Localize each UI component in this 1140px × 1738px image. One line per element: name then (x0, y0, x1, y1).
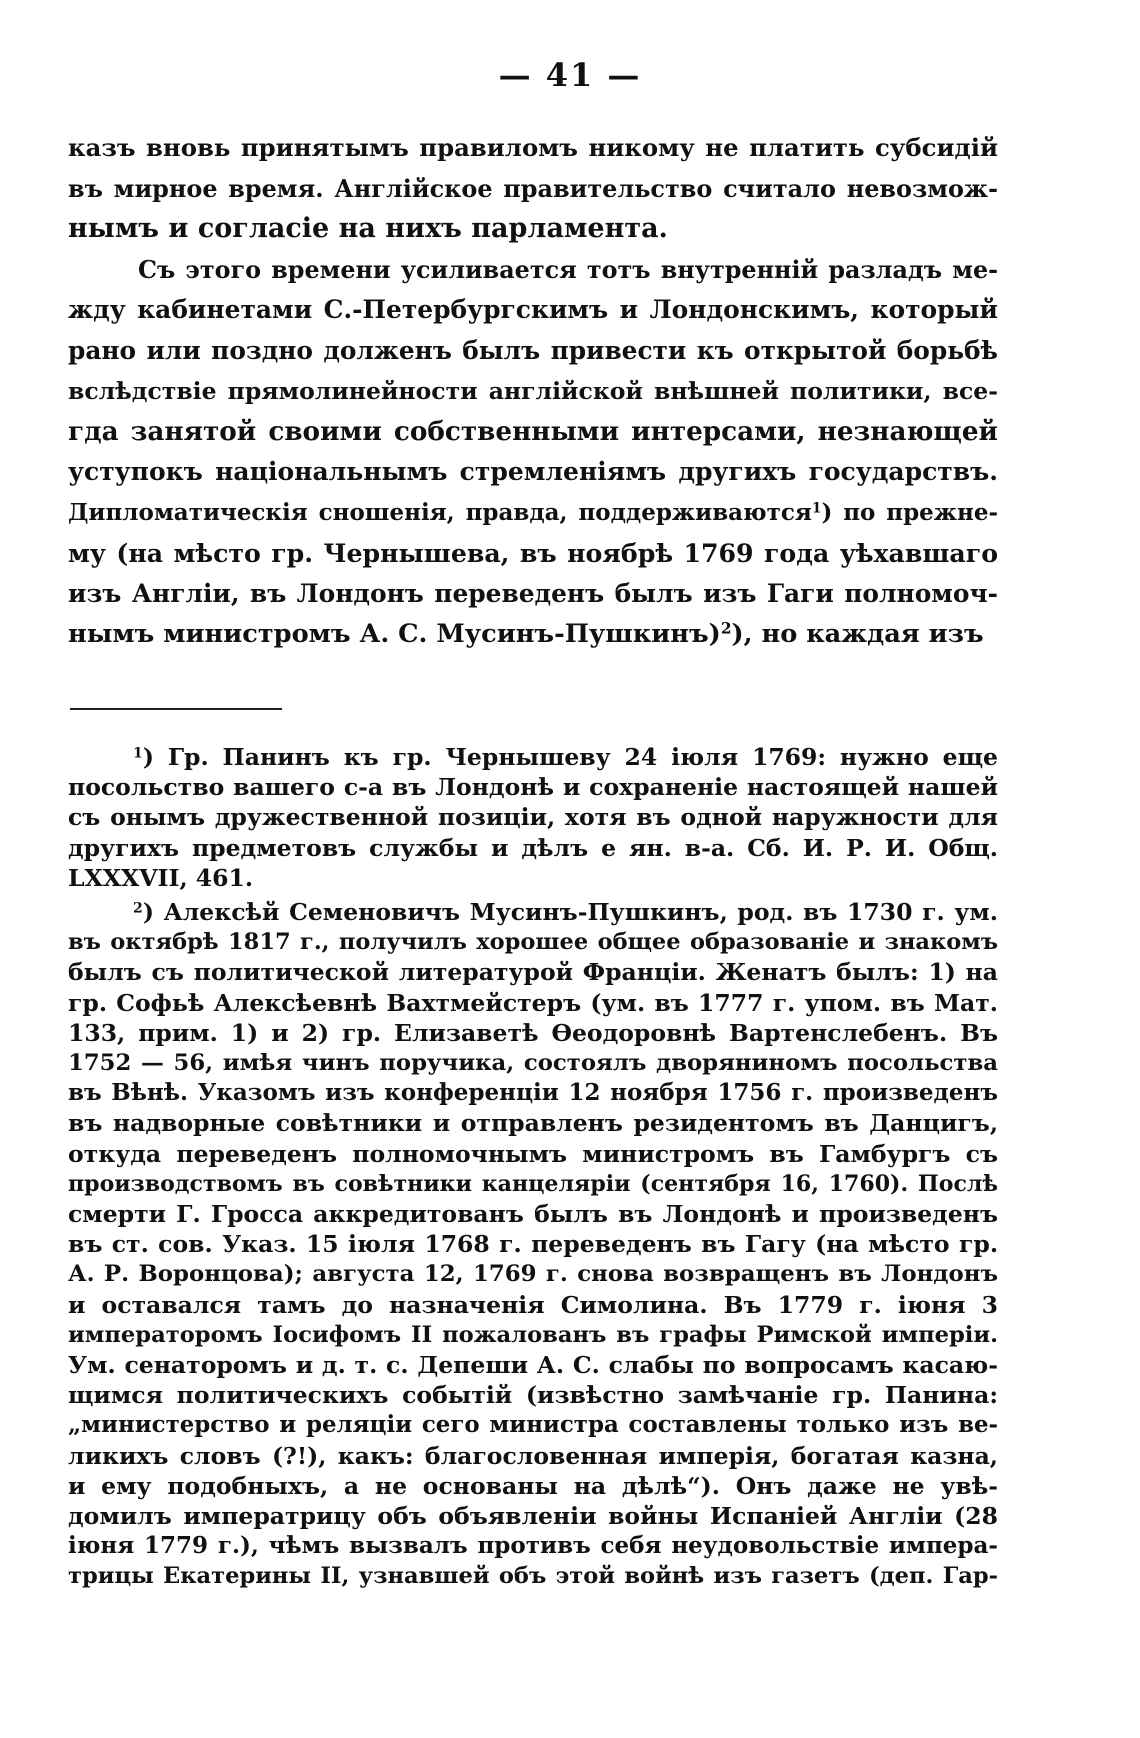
text-line: щимся политическихъ событій (извѣстно замѣчаніе гр. Панина: (68, 1381, 998, 1410)
text-line: въ Вѣнѣ. Указомъ изъ конференціи 12 ноября 1756 г. произведенъ (68, 1079, 998, 1107)
text-line: Съ этого времени усиливается тотъ внутренній разладъ ме- (138, 255, 998, 284)
text-line: LXXXVII, 461. (68, 863, 254, 892)
text-line (68, 614, 998, 655)
page-number: — 41 — (498, 56, 642, 94)
text-line: рано или поздно долженъ былъ привести къ открытой борьбѣ (68, 335, 998, 365)
text-segment: ), но каждая изъ (731, 619, 984, 649)
text-line: изъ Англіи, въ Лондонъ переведенъ былъ изъ Гаги полномоч- (68, 578, 998, 608)
text-segment: ) по прежне- (821, 498, 998, 526)
footnote-ref: 2 (720, 619, 732, 638)
text-line: гда занятой своими собственными интерсами, незнающей (68, 415, 998, 447)
text-segment: ) Гр. Панинъ къ гр. Чернышеву 24 іюля 1769: нужно еще (142, 743, 998, 771)
footnote-marker: 1 (133, 745, 143, 762)
text-line: казъ вновь принятымъ правиломъ никому не платить субсидій (68, 133, 998, 162)
footnotes (68, 742, 998, 1596)
text-line (68, 742, 998, 772)
text-line: въ мирное время. Англійское правительство считало невозмож- (68, 174, 998, 203)
text-line: „министерство и реляціи сего министра составлены только изъ ве- (68, 1412, 998, 1439)
text-line: посольство вашего с-а въ Лондонѣ и сохраненіе настоящей нашей (68, 773, 998, 802)
text-line: откуда переведенъ полномочнымъ министромъ въ Гамбургъ съ (68, 1139, 998, 1168)
text-line: былъ съ политической литературой Франціи. Женатъ былъ: 1) на (68, 958, 998, 987)
footnote-marker: 2 (133, 900, 143, 917)
text-line: вслѣдствіе прямолинейности англійской внѣшней политики, все- (68, 377, 998, 405)
text-line (68, 897, 998, 927)
text-line: іюня 1779 г.), чѣмъ вызвалъ противъ себя неудовольствіе импера- (68, 1532, 998, 1560)
footnote-2 (68, 897, 998, 1592)
text-line: жду кабинетами С.-Петербургскимъ и Лондонскимъ, который (68, 295, 998, 324)
footnote-ref: 1 (811, 499, 822, 516)
footnote-divider (70, 708, 282, 710)
text-segment: нымъ министромъ А. С. Мусинъ-Пушкинъ) (68, 619, 721, 649)
text-line: 133, прим. 1) и 2) гр. Елизаветѣ Өеодоровнѣ Вартенслебенъ. Въ (68, 1018, 998, 1047)
text-line: 1752 — 56, имѣя чинъ поручика, состоялъ дворяниномъ посольства (68, 1050, 998, 1077)
text-line: въ октябрѣ 1817 г., получилъ хорошее общее образованіе и знакомъ (68, 929, 998, 956)
text-line: трицы Екатерины II, узнавшей объ этой войнѣ изъ газетъ (деп. Гар- (68, 1563, 998, 1590)
text-line: Ум. сенаторомъ и д. т. с. Депеши А. С. слабы по вопросамъ касаю- (68, 1351, 998, 1380)
text-line (68, 493, 998, 534)
text-line: съ онымъ дружественной позиціи, хотя въ одной наружности для (68, 803, 998, 832)
text-line: нымъ и согласіе на нихъ парламента. (68, 213, 668, 244)
text-line: въ ст. сов. Указ. 15 іюля 1768 г. переведенъ въ Гагу (на мѣсто гр. (68, 1230, 998, 1259)
text-line: му (на мѣсто гр. Чернышева, въ ноябрѣ 1769 года уѣхавшаго (68, 538, 998, 568)
text-line: производствомъ въ совѣтники канцеляріи (сентября 16, 1760). Послѣ (68, 1170, 998, 1197)
text-line: въ надворные совѣтники и отправленъ резидентомъ въ Данцигъ, (68, 1109, 998, 1138)
text-line: другихъ предметовъ службы и дѣлъ е ян. в-а. Сб. И. Р. И. Общ. (68, 833, 998, 862)
footnote-1 (68, 742, 998, 893)
text-line: ликихъ словъ (?!), какъ: благословенная имперія, богатая казна, (68, 1441, 998, 1470)
text-line: гр. Софьѣ Алексѣевнѣ Вахтмейстеръ (ум. въ 1777 г. упом. въ Мат. (68, 988, 998, 1017)
text-segment: ) Алексѣй Семеновичъ Мусинъ-Пушкинъ, род. въ 1730 г. ум. (142, 898, 998, 927)
text-line: А. Р. Воронцова); августа 12, 1769 г. снова возвращенъ въ Лондонъ (68, 1261, 998, 1288)
text-line: и ему подобныхъ, а не основаны на дѣлѣ“). Онъ даже не увѣ- (68, 1471, 998, 1500)
text-line: уступокъ національнымъ стремленіямъ другихъ государствъ. (68, 457, 998, 486)
text-segment: Дипломатическія сношенія, правда, поддерживаются (68, 498, 812, 526)
text-line: императоромъ Іосифомъ II пожалованъ въ графы Римской имперіи. (68, 1321, 998, 1348)
text-line: смерти Г. Гросса аккредитованъ былъ въ Лондонѣ и произведенъ (68, 1200, 998, 1229)
main-text (68, 128, 998, 655)
text-line: и оставался тамъ до назначенія Симолина. Въ 1779 г. іюня 3 (68, 1290, 998, 1319)
text-line: домилъ императрицу объ объявленіи войны Испаніей Англіи (28 (68, 1502, 998, 1531)
